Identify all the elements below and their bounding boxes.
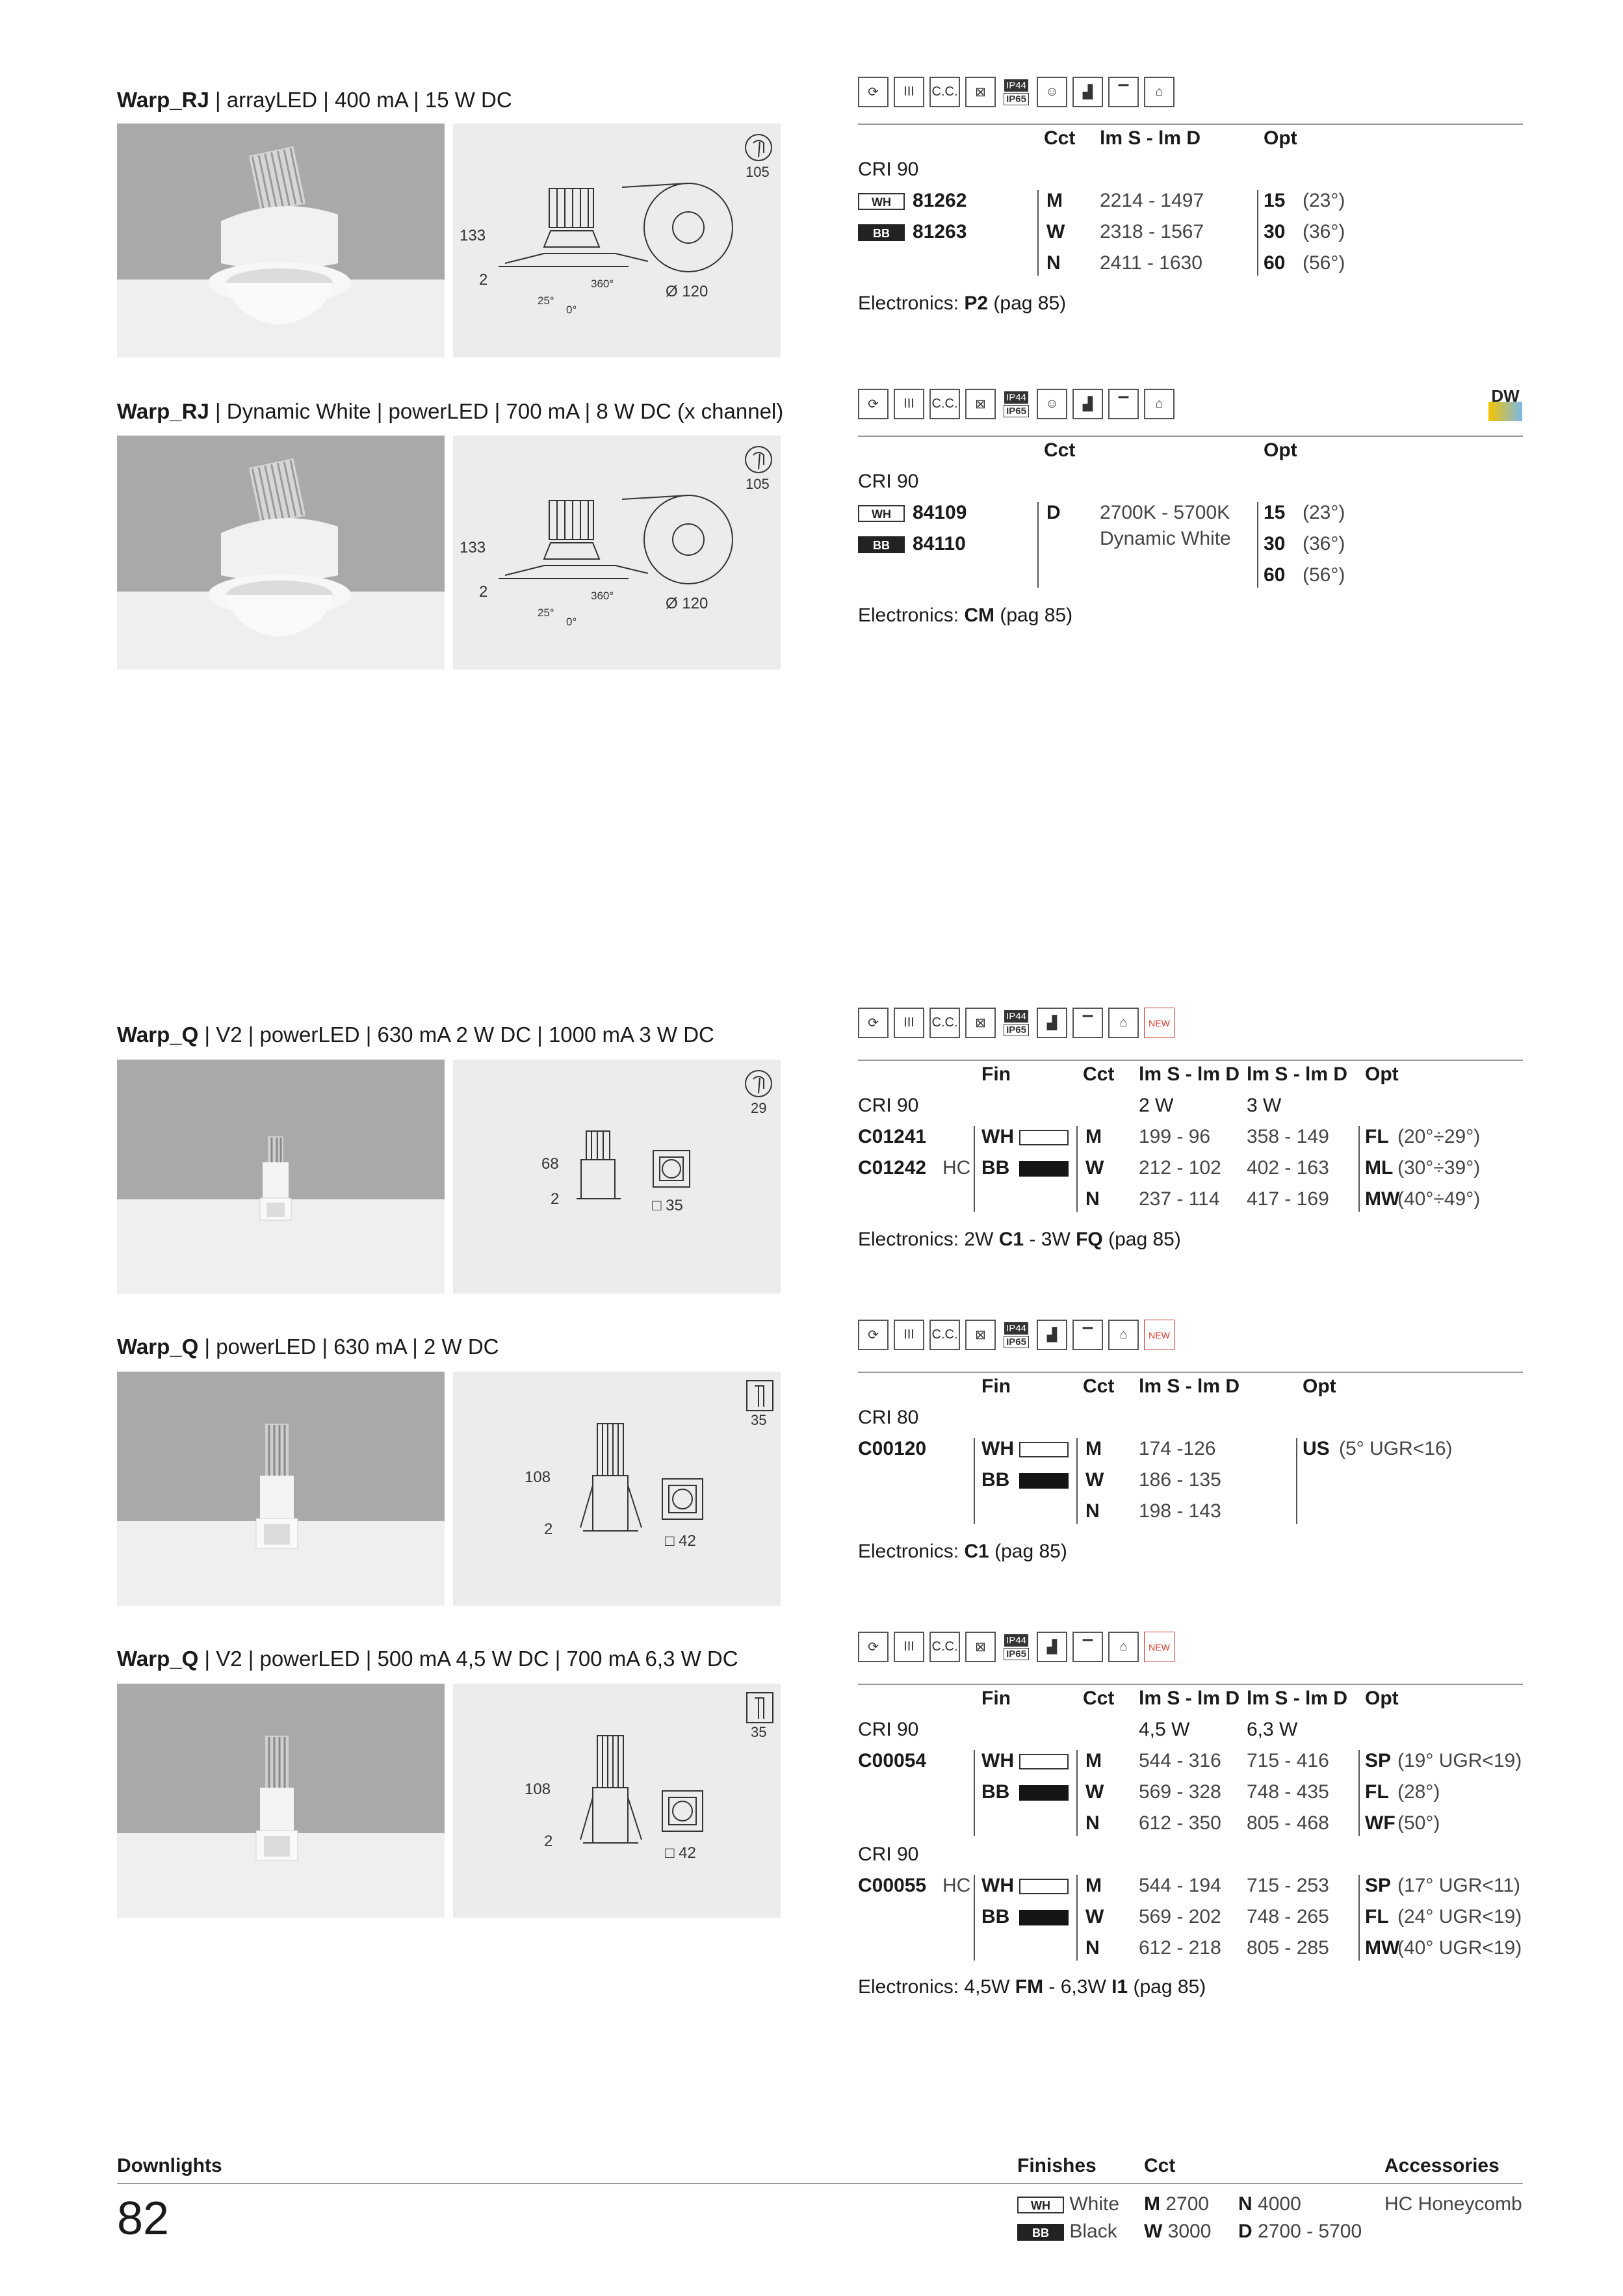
product-name: Warp_Q — [117, 1647, 199, 1671]
dim-diameter-label: Ø 120 — [666, 595, 708, 612]
class-iii-icon: III — [894, 389, 924, 419]
finish-swatch-white — [1019, 1130, 1069, 1145]
col-optic: Opt — [1264, 439, 1297, 461]
page-number: 82 — [117, 2193, 170, 2245]
finish-swatch-black — [1019, 1910, 1069, 1925]
optic-value: 60 — [1264, 564, 1286, 586]
cct-value: N — [1085, 1188, 1100, 1210]
optic-value: 15 — [1264, 190, 1286, 211]
ceiling-recessed-icon: ▟ — [1072, 389, 1103, 419]
dim-cutout-label: 29 — [751, 1100, 767, 1116]
rotate-icon: ⟳ — [858, 1320, 889, 1350]
finishes-label: Finishes — [1017, 2155, 1097, 2176]
product-code: 81262 — [913, 190, 967, 211]
product-photo-2 — [117, 436, 445, 670]
product-photo-3 — [117, 1060, 445, 1294]
beam-angle: (24° UGR<19) — [1397, 1906, 1522, 1927]
finish-black: BB Black — [1017, 2221, 1117, 2243]
cct-value: M — [1085, 1126, 1102, 1147]
trim-icon: ▔ — [1108, 77, 1139, 107]
dim-cutout-label: 105 — [746, 476, 770, 492]
cct-value: W — [1085, 1906, 1104, 1927]
constant-current-icon: C.C. — [929, 1008, 960, 1038]
cct-value: M — [1085, 1438, 1102, 1459]
feature-icons-1 — [858, 77, 1175, 109]
dim-height-label: 133 — [460, 539, 486, 556]
dim-height-label: 133 — [460, 227, 486, 244]
dim-tilt-label: 25° — [538, 607, 554, 619]
constant-current-icon: C.C. — [929, 1632, 960, 1662]
lumen-value: 2214 - 1497 — [1100, 190, 1204, 211]
product-code: 81263 — [913, 221, 967, 242]
new-badge: NEW — [1144, 1320, 1175, 1350]
beam-angle: (20°÷29°) — [1397, 1126, 1481, 1147]
feature-icons-3 — [858, 1008, 1175, 1040]
col-optic: Opt — [1365, 1063, 1399, 1085]
product-code: C00055 — [858, 1875, 927, 1896]
col-lumen-2: lm S - lm D — [1247, 1688, 1348, 1709]
glare-icon: ☺ — [1037, 77, 1067, 107]
electronics-note-5: Electronics: 4,5W FM - 6,3W I1 (pag 85) — [858, 1976, 1206, 1998]
beam-angle: (36°) — [1303, 533, 1345, 554]
finish-code: WH — [981, 1438, 1014, 1459]
table-rule-5 — [858, 1684, 1523, 1685]
lumen-value: 715 - 416 — [1247, 1750, 1329, 1771]
finish-code: WH — [981, 1126, 1014, 1147]
accessories-label: Accessories — [1384, 2155, 1500, 2176]
ip-rating-icon: IP44 IP65 — [1001, 1320, 1032, 1350]
product-title-3 — [117, 1023, 714, 1047]
lumen-value: 748 - 265 — [1247, 1906, 1329, 1927]
beam-angle: (56°) — [1303, 252, 1345, 274]
optic-value: 30 — [1264, 533, 1286, 554]
dim-tilt-zero-label: 0° — [566, 304, 577, 316]
optic-value: FL — [1365, 1906, 1389, 1927]
table-rule-2 — [858, 436, 1523, 437]
beam-angle: (23°) — [1303, 502, 1345, 523]
col-lumen-1: lm S - lm D — [1139, 1688, 1240, 1709]
dim-rotation-label: 360° — [591, 278, 614, 290]
dim-height-label: 108 — [525, 1781, 551, 1798]
dim-tilt-label: 25° — [538, 294, 554, 307]
house-icon: ⌂ — [1144, 389, 1175, 419]
honeycomb-tag: HC — [942, 1875, 971, 1896]
cct-value: N — [1046, 252, 1061, 274]
class-iii-icon: III — [894, 1320, 924, 1350]
glare-icon: ☺ — [1037, 389, 1067, 419]
product-code: 84109 — [913, 502, 967, 523]
col-cct: Cct — [1044, 439, 1076, 461]
ip-rating-icon: IP44 IP65 — [1001, 77, 1032, 107]
product-spec: | arrayLED | 400 mA | 15 W DC — [209, 88, 512, 112]
optic-value: 60 — [1264, 252, 1286, 274]
rotate-icon: ⟳ — [858, 1632, 889, 1662]
beam-angle: (36°) — [1303, 221, 1345, 242]
optic-value: FL — [1365, 1126, 1389, 1147]
cri-label: CRI 90 — [858, 1844, 919, 1865]
cct-w: W 3000 — [1144, 2221, 1212, 2242]
ip-rating-icon: IP44 IP65 — [1001, 1632, 1032, 1662]
cct-d: D 2700 - 5700 — [1238, 2221, 1362, 2242]
cct-value: W — [1085, 1469, 1104, 1491]
col-cct: Cct — [1083, 1376, 1115, 1397]
dim-depth-label: 2 — [544, 1520, 553, 1538]
lumen-value: 186 - 135 — [1139, 1469, 1221, 1491]
finish-white: WH White — [1017, 2193, 1119, 2215]
constant-current-icon: C.C. — [929, 1320, 960, 1350]
optic-value: SP — [1365, 1750, 1392, 1771]
lumen-value: 612 - 350 — [1139, 1812, 1221, 1834]
beam-angle: (50°) — [1397, 1812, 1440, 1834]
dim-height-label: 108 — [525, 1468, 551, 1486]
cct-value: W — [1085, 1781, 1104, 1803]
cct-value: M — [1085, 1875, 1102, 1896]
optic-value: US — [1303, 1438, 1330, 1459]
product-photo-5 — [117, 1684, 445, 1918]
dim-rotation-label: 360° — [591, 590, 614, 602]
cct-value: W — [1085, 1157, 1104, 1179]
lumen-value: 569 - 202 — [1139, 1906, 1221, 1927]
accessory-honeycomb: HC Honeycomb — [1384, 2193, 1522, 2215]
col-optic: Opt — [1303, 1376, 1336, 1397]
product-title-1 — [117, 88, 512, 112]
cct-label: Cct — [1144, 2155, 1176, 2176]
cri-label: CRI 90 — [858, 1095, 919, 1116]
lumen-value: 544 - 194 — [1139, 1875, 1221, 1896]
electronics-note-3: Electronics: 2W C1 - 3W FQ (pag 85) — [858, 1229, 1181, 1250]
feature-icons-2 — [858, 389, 1175, 421]
lumen-value: 199 - 96 — [1139, 1126, 1211, 1147]
lumen-value: 805 - 468 — [1247, 1812, 1329, 1834]
trim-icon: ▔ — [1072, 1632, 1103, 1662]
dim-square-label: □ 42 — [665, 1844, 696, 1862]
col-finish: Fin — [981, 1063, 1011, 1085]
new-badge: NEW — [1144, 1008, 1175, 1038]
rotate-icon: ⟳ — [858, 389, 889, 419]
finish-swatch-black — [1019, 1785, 1069, 1801]
beam-angle: (23°) — [1303, 190, 1345, 211]
technical-drawing-2 — [453, 436, 781, 670]
house-icon: ⌂ — [1144, 77, 1175, 107]
table-rule-1 — [858, 124, 1523, 125]
beam-angle: (30°÷39°) — [1397, 1157, 1481, 1179]
class-iii-icon: III — [894, 1632, 924, 1662]
finish-code: WH — [981, 1750, 1014, 1771]
wattage-2: 3 W — [1247, 1095, 1282, 1116]
product-spec: | V2 | powerLED | 630 mA 2 W DC | 1000 mA 3 W DC — [198, 1023, 714, 1047]
col-optic: Opt — [1365, 1688, 1399, 1709]
dim-cutout-label: 35 — [751, 1412, 767, 1428]
beam-angle: (17° UGR<11) — [1397, 1875, 1521, 1896]
finish-swatch-black — [1019, 1473, 1069, 1489]
new-badge: NEW — [1144, 1632, 1175, 1662]
footer-category: Downlights — [117, 2155, 222, 2176]
dim-square-label: □ 42 — [665, 1532, 696, 1550]
no-insulation-cover-icon: ⊠ — [965, 77, 996, 107]
product-code: C00120 — [858, 1438, 927, 1459]
product-code: 84110 — [913, 533, 966, 554]
col-finish: Fin — [981, 1376, 1011, 1397]
lumen-value: 544 - 316 — [1139, 1750, 1221, 1771]
product-name: Warp_Q — [117, 1023, 199, 1047]
product-title-2 — [117, 399, 783, 424]
ceiling-recessed-icon: ▟ — [1037, 1008, 1067, 1038]
product-title-5 — [117, 1647, 738, 1671]
col-cct: Cct — [1083, 1063, 1115, 1085]
house-icon: ⌂ — [1108, 1008, 1139, 1038]
col-lumen: lm S - lm D — [1100, 127, 1201, 149]
finish-code: BB — [981, 1469, 1010, 1491]
house-icon: ⌂ — [1108, 1320, 1139, 1350]
finish-tag-wh: WH — [858, 193, 905, 210]
optic-value: FL — [1365, 1781, 1389, 1803]
optic-value: MW — [1365, 1188, 1400, 1210]
lumen-value: 748 - 435 — [1247, 1781, 1329, 1803]
cct-value: D — [1046, 502, 1061, 523]
class-iii-icon: III — [894, 77, 924, 107]
no-insulation-cover-icon: ⊠ — [965, 1008, 996, 1038]
table-rule-4 — [858, 1372, 1523, 1373]
no-insulation-cover-icon: ⊠ — [965, 1632, 996, 1662]
col-cct: Cct — [1083, 1688, 1115, 1709]
lumen-value: 198 - 143 — [1139, 1500, 1221, 1522]
cct-description: Dynamic White — [1100, 528, 1231, 549]
technical-drawing-4 — [453, 1372, 781, 1606]
product-photo-4 — [117, 1372, 445, 1606]
beam-angle: (28°) — [1397, 1781, 1440, 1803]
rotate-icon: ⟳ — [858, 1008, 889, 1038]
product-name: Warp_RJ — [117, 88, 209, 112]
lumen-value: 715 - 253 — [1247, 1875, 1329, 1896]
lumen-value: 805 - 285 — [1247, 1937, 1329, 1959]
beam-angle: (40°÷49°) — [1397, 1188, 1481, 1210]
product-spec: | powerLED | 630 mA | 2 W DC — [198, 1335, 499, 1359]
lumen-value: 402 - 163 — [1247, 1157, 1329, 1179]
feature-icons-5 — [858, 1632, 1175, 1664]
product-title-4 — [117, 1335, 499, 1359]
beam-angle: (40° UGR<19) — [1397, 1937, 1522, 1959]
spec-table-5 — [858, 1688, 1527, 1987]
dim-depth-label: 2 — [551, 1190, 560, 1208]
wattage-1: 2 W — [1139, 1095, 1174, 1116]
cri-label: CRI 80 — [858, 1407, 919, 1428]
electronics-note-4: Electronics: C1 (pag 85) — [858, 1541, 1067, 1562]
cri-label: CRI 90 — [858, 1719, 919, 1740]
col-cct: Cct — [1044, 127, 1076, 149]
finish-tag-bb: BB — [858, 536, 905, 553]
col-lumen: lm S - lm D — [1139, 1376, 1240, 1397]
trim-icon: ▔ — [1108, 389, 1139, 419]
dim-depth-label: 2 — [479, 583, 488, 601]
finish-tag-wh: WH — [858, 505, 905, 522]
lumen-value: 417 - 169 — [1247, 1188, 1329, 1210]
no-insulation-cover-icon: ⊠ — [965, 1320, 996, 1350]
footer-rule — [117, 2183, 1523, 2184]
cct-value: M — [1046, 190, 1063, 211]
dim-tilt-zero-label: 0° — [566, 616, 577, 628]
lumen-value: 612 - 218 — [1139, 1937, 1221, 1959]
optic-value: WF — [1365, 1812, 1396, 1834]
cct-value: M — [1085, 1750, 1102, 1771]
ip-rating-icon: IP44 IP65 — [1001, 389, 1032, 419]
product-spec: | Dynamic White | powerLED | 700 mA | 8 W DC (x channel) — [209, 399, 784, 423]
optic-value: 30 — [1264, 221, 1286, 242]
technical-drawing-3 — [453, 1060, 781, 1294]
finish-code: BB — [981, 1157, 1010, 1179]
cct-value: W — [1046, 221, 1065, 242]
cri-label: CRI 90 — [858, 471, 919, 492]
col-lumen-1: lm S - lm D — [1139, 1063, 1240, 1085]
ceiling-recessed-icon: ▟ — [1037, 1632, 1067, 1662]
dim-height-label: 68 — [541, 1155, 559, 1173]
finish-code: WH — [981, 1875, 1014, 1896]
optic-value: 15 — [1264, 502, 1286, 523]
cct-value: N — [1085, 1812, 1100, 1834]
lumen-value: 237 - 114 — [1139, 1188, 1220, 1210]
product-name: Warp_RJ — [117, 399, 209, 423]
cct-m: M 2700 — [1144, 2193, 1210, 2215]
class-iii-icon: III — [894, 1008, 924, 1038]
lumen-value: 2318 - 1567 — [1100, 221, 1204, 242]
finish-swatch-black — [1019, 1161, 1069, 1177]
lumen-value: 2411 - 1630 — [1100, 252, 1202, 274]
ceiling-recessed-icon: ▟ — [1072, 77, 1103, 107]
product-photo-1 — [117, 124, 445, 358]
product-code: C00054 — [858, 1750, 927, 1771]
product-code: C01241 — [858, 1126, 927, 1147]
house-icon: ⌂ — [1108, 1632, 1139, 1662]
cri-label: CRI 90 — [858, 159, 919, 180]
finish-swatch-white — [1019, 1754, 1069, 1769]
cct-range: 2700K - 5700K — [1100, 502, 1230, 523]
optic-value: SP — [1365, 1875, 1392, 1896]
feature-icons-4 — [858, 1320, 1175, 1352]
finish-swatch-white — [1019, 1879, 1069, 1894]
dim-depth-label: 2 — [544, 1833, 553, 1850]
product-spec: | V2 | powerLED | 500 mA 4,5 W DC | 700 mA 6,3 W DC — [198, 1647, 738, 1671]
product-name: Warp_Q — [117, 1335, 199, 1359]
lumen-value: 358 - 149 — [1247, 1126, 1329, 1147]
dim-cutout-label: 35 — [751, 1724, 767, 1740]
dim-diameter-label: Ø 120 — [666, 283, 708, 300]
product-code: C01242 — [858, 1157, 927, 1179]
beam-angle: (56°) — [1303, 564, 1345, 586]
table-rule-3 — [858, 1060, 1523, 1061]
finish-tag-bb: BB — [858, 224, 905, 241]
constant-current-icon: C.C. — [929, 389, 960, 419]
technical-drawing-1 — [453, 124, 781, 358]
electronics-note-2: Electronics: CM (pag 85) — [858, 605, 1073, 626]
trim-icon: ▔ — [1072, 1008, 1103, 1038]
cct-n: N 4000 — [1238, 2193, 1301, 2215]
beam-angle: (19° UGR<19) — [1397, 1750, 1522, 1771]
svg-text:DW: DW — [1491, 387, 1520, 406]
dim-square-label: □ 35 — [652, 1197, 683, 1214]
electronics-note-1: Electronics: P2 (pag 85) — [858, 293, 1067, 314]
honeycomb-tag: HC — [942, 1157, 971, 1179]
finish-code: BB — [981, 1781, 1010, 1803]
ip-rating-icon: IP44 IP65 — [1001, 1008, 1032, 1038]
constant-current-icon: C.C. — [929, 77, 960, 107]
dim-depth-label: 2 — [479, 271, 488, 289]
trim-icon: ▔ — [1072, 1320, 1103, 1350]
col-finish: Fin — [981, 1688, 1011, 1709]
beam-angle: (5° UGR<16) — [1339, 1438, 1453, 1459]
dynamic-white-badge-icon — [1488, 387, 1522, 421]
finish-code: BB — [981, 1906, 1010, 1927]
no-insulation-cover-icon: ⊠ — [965, 389, 996, 419]
wattage-1: 4,5 W — [1139, 1719, 1190, 1740]
rotate-icon: ⟳ — [858, 77, 889, 107]
lumen-value: 174 -126 — [1139, 1438, 1216, 1459]
dim-cutout-label: 105 — [746, 164, 770, 180]
cct-value: N — [1085, 1500, 1100, 1522]
optic-value: MW — [1365, 1937, 1400, 1959]
technical-drawing-5 — [453, 1684, 781, 1918]
optic-value: ML — [1365, 1157, 1394, 1179]
lumen-value: 212 - 102 — [1139, 1157, 1221, 1179]
col-optic: Opt — [1264, 127, 1297, 149]
wattage-2: 6,3 W — [1247, 1719, 1298, 1740]
col-lumen-2: lm S - lm D — [1247, 1063, 1348, 1085]
ceiling-recessed-icon: ▟ — [1037, 1320, 1067, 1350]
finish-swatch-white — [1019, 1442, 1069, 1457]
cct-value: N — [1085, 1937, 1100, 1959]
lumen-value: 569 - 328 — [1139, 1781, 1221, 1803]
